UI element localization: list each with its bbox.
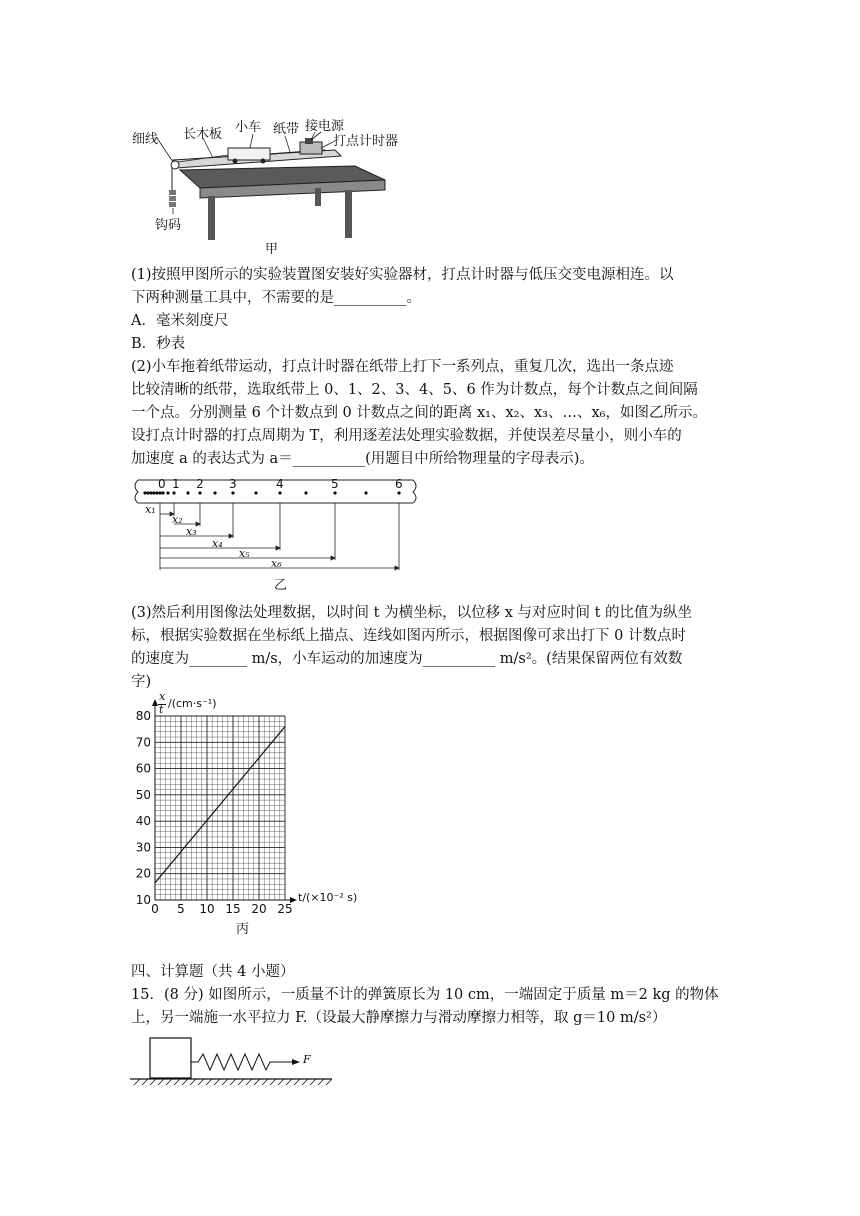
chart-y-tick-label: 60: [135, 761, 151, 776]
q1-line2: 下两种测量工具中，不需要的是__________。: [131, 290, 421, 306]
label-weight: 钩码: [155, 218, 182, 233]
apparatus-figure: [125, 110, 415, 260]
tape-point-6: 6: [395, 477, 403, 491]
tape-point-2: 2: [196, 477, 204, 491]
figure-caption-yi: 乙: [274, 578, 288, 593]
force-label: F: [303, 1053, 311, 1066]
tape-x1: x₁: [145, 503, 156, 516]
chart-ylabel-numerator: x: [159, 690, 166, 703]
chart-x-tick-label: 10: [199, 902, 215, 916]
chart-ylabel-unit: /(cm·s⁻¹): [168, 697, 217, 710]
figure-caption-bing: 丙: [236, 922, 250, 937]
tape-x3: x₃: [186, 525, 197, 538]
chart-x-tick-label: 0: [151, 902, 159, 916]
force-arrow: [292, 1059, 300, 1065]
chart-y-tick-label: 10: [135, 893, 151, 907]
tape-point-4: 4: [276, 477, 284, 491]
q2-line2: 比较清晰的纸带，选取纸带上 0、1、2、3、4、5、6 作为计数点，每个计数点之间间隔: [131, 382, 698, 398]
block: [150, 1038, 191, 1078]
q3-line1: (3)然后利用图像法处理数据，以时间 t 为横坐标，以位移 x 与对应时间 t 的比值为纵坐: [131, 605, 693, 621]
chart-ylabel-denominator: t: [159, 703, 164, 716]
chart-figure: [128, 692, 388, 942]
chart-x-tick-label: 15: [225, 902, 241, 916]
label-tape: 纸带: [273, 122, 300, 137]
chart-x-tick-label: 25: [277, 902, 293, 916]
q3-line2: 标，根据实验数据在坐标纸上描点、连线如图丙所示，根据图像可求出打下 0 计数点时: [131, 628, 686, 644]
tape-point-5: 5: [331, 477, 339, 491]
q2-line4: 设打点计时器的打点周期为 T，利用逐差法处理实验数据，并使误差尽量小，则小车的: [131, 428, 682, 444]
q2-line3: 一个点。分别测量 6 个计数点到 0 计数点之间的距离 x₁、x₂、x₃、…、x₆，如图乙所示。: [131, 405, 707, 421]
chart-x-tick-label: 20: [251, 902, 267, 916]
tape-point-1: 1: [172, 477, 180, 491]
q1-option-b: B．秒表: [131, 336, 186, 352]
chart-series-line: [155, 727, 285, 883]
q15-line1: 15．(8 分) 如图所示，一质量不计的弹簧原长为 10 cm，一端固定于质量 m＝2 kg 的物体: [131, 987, 719, 1003]
q15-line2: 上，另一端施一水平拉力 F.（设最大静摩擦力与滑动摩擦力相等，取 g＝10 m/s²）: [131, 1010, 667, 1026]
tape-x5: x₅: [239, 547, 250, 560]
tape-x2: x₂: [172, 513, 183, 526]
q1-option-a: A．毫米刻度尺: [131, 313, 229, 329]
q2-line5: 加速度 a 的表达式为 a＝__________(用题目中所给物理量的字母表示)。: [131, 451, 594, 467]
figure-caption-jia: 甲: [265, 242, 279, 257]
label-timer: 打点计时器: [333, 134, 399, 149]
tape-figure: [128, 474, 428, 592]
chart-y-tick-label: 40: [135, 814, 151, 829]
chart-xlabel: t/(×10⁻² s): [298, 891, 358, 904]
chart-plot: [128, 692, 388, 942]
tape-point-0: 0: [158, 477, 166, 491]
ground-hatch: [134, 1079, 332, 1085]
spring: [191, 1054, 293, 1070]
q3-line4: 字): [131, 674, 152, 690]
q2-line1: (2)小车拖着纸带运动，打点计时器在纸带上打下一系列点，重复几次，选出一条点迹: [131, 359, 674, 375]
chart-x-tick-label: 5: [177, 902, 185, 916]
label-thread: 细线: [132, 132, 159, 147]
spring-figure: [128, 1036, 338, 1088]
tape-point-3: 3: [229, 477, 237, 491]
q1-line1: (1)按照甲图所示的实验装置图安装好实验器材，打点计时器与低压交变电源相连。以: [131, 267, 674, 283]
q3-line3: 的速度为________ m/s，小车运动的加速度为__________ m/s²。(结果保留两位有效数: [131, 651, 683, 667]
chart-y-tick-label: 80: [135, 709, 151, 723]
tape-x4: x₄: [212, 537, 223, 550]
chart-y-tick-label: 50: [135, 787, 151, 802]
tape-x6: x₆: [271, 557, 282, 570]
label-cart: 小车: [235, 120, 262, 135]
label-board: 长木板: [183, 127, 223, 142]
section4-title: 四、计算题（共 4 小题）: [131, 964, 295, 980]
label-power: 接电源: [305, 119, 345, 134]
chart-y-tick-label: 70: [135, 735, 151, 750]
chart-y-tick-label: 30: [135, 840, 151, 855]
chart-y-tick-label: 20: [135, 866, 151, 881]
